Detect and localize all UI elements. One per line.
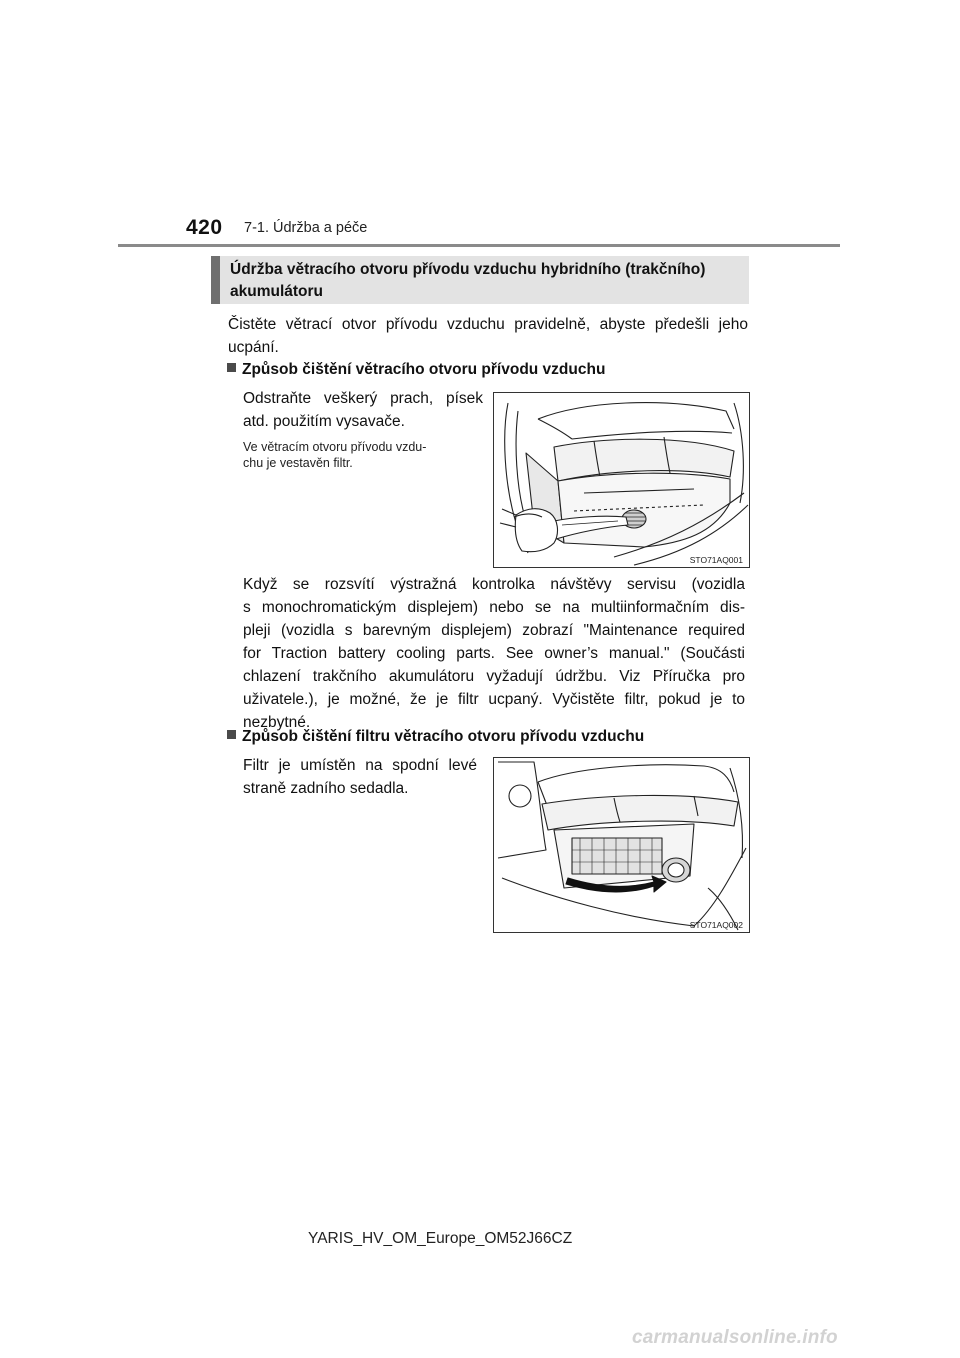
subheading-cleaning-filter (227, 728, 644, 746)
header-divider (118, 244, 840, 247)
topic-heading-line-1: Údržba větracího otvoru přívodu vzduchu hybridního (trakčního) (230, 261, 706, 278)
rear-seat-vacuum-drawing (494, 393, 749, 567)
filter-note-line-1: Ve větracím otvoru přívodu vzdu- (243, 440, 427, 454)
square-bullet-icon (227, 363, 236, 372)
illustration-1-caption: STO71AQ001 (689, 555, 743, 565)
illustration-2-caption: STO71AQ002 (689, 920, 743, 930)
filter-location-line-2: straně zadního sedadla. (243, 780, 409, 797)
paragraph-line-4: for Traction battery cooling parts. See owner’s manual." (Součásti (243, 645, 745, 662)
filter-note-line-2: chu je vestavěn filtr. (243, 456, 353, 470)
subheading-cleaning-vent-text: Způsob čištění větracího otvoru přívodu vzduchu (242, 361, 606, 378)
subheading-cleaning-filter-text: Způsob čištění filtru větracího otvoru přívodu vzduchu (242, 728, 645, 745)
square-bullet-icon (227, 730, 236, 739)
illustration-vacuum-vent (493, 392, 750, 568)
paragraph-line-2: s monochromatickým displejem) nebo se na multiinformačním dis- (243, 599, 745, 616)
filter-note (243, 439, 483, 471)
vacuum-instruction (243, 387, 483, 433)
filter-location-drawing (494, 758, 749, 932)
topic-heading-text (230, 259, 705, 303)
paragraph-line-3: pleji (vozidla s barevným displejem) zobrazí "Maintenance required (243, 622, 745, 639)
filter-location-line-1: Filtr je umístěn na spodní levé (243, 757, 477, 774)
illustration-filter-location (493, 757, 750, 933)
page-number: 420 (186, 216, 223, 239)
intro-line-2: ucpání. (228, 339, 279, 356)
subheading-cleaning-vent (227, 361, 605, 379)
section-title: 7-1. Údržba a péče (244, 220, 368, 236)
vacuum-instruction-line-1: Odstraňte veškerý prach, písek (243, 390, 483, 407)
paragraph-line-1: Když se rozsvítí výstražná kontrolka návštěvy servisu (vozidla (243, 576, 745, 593)
paragraph-line-7: nezbytné. (243, 714, 311, 731)
vacuum-instruction-line-2: atd. použitím vysavače. (243, 413, 405, 430)
document-code: YARIS_HV_OM_Europe_OM52J66CZ (308, 1230, 573, 1247)
topic-heading-line-2: akumulátoru (230, 283, 324, 300)
intro-paragraph (228, 313, 748, 359)
paragraph-line-5: chlazení trakčního akumulátoru vyžadují údržbu. Viz Příručka pro (243, 668, 745, 685)
watermark: carmanualsonline.info (632, 1327, 838, 1348)
filter-location-text (243, 754, 477, 800)
topic-heading (211, 256, 749, 304)
warning-light-paragraph (243, 573, 745, 734)
intro-line-1: Čistěte větrací otvor přívodu vzduchu pravidelně, abyste předešli jeho (228, 316, 748, 333)
paragraph-line-6: uživatele.), je možné, že je filtr ucpaný. Vyčistěte filtr, pokud je to (243, 691, 745, 708)
